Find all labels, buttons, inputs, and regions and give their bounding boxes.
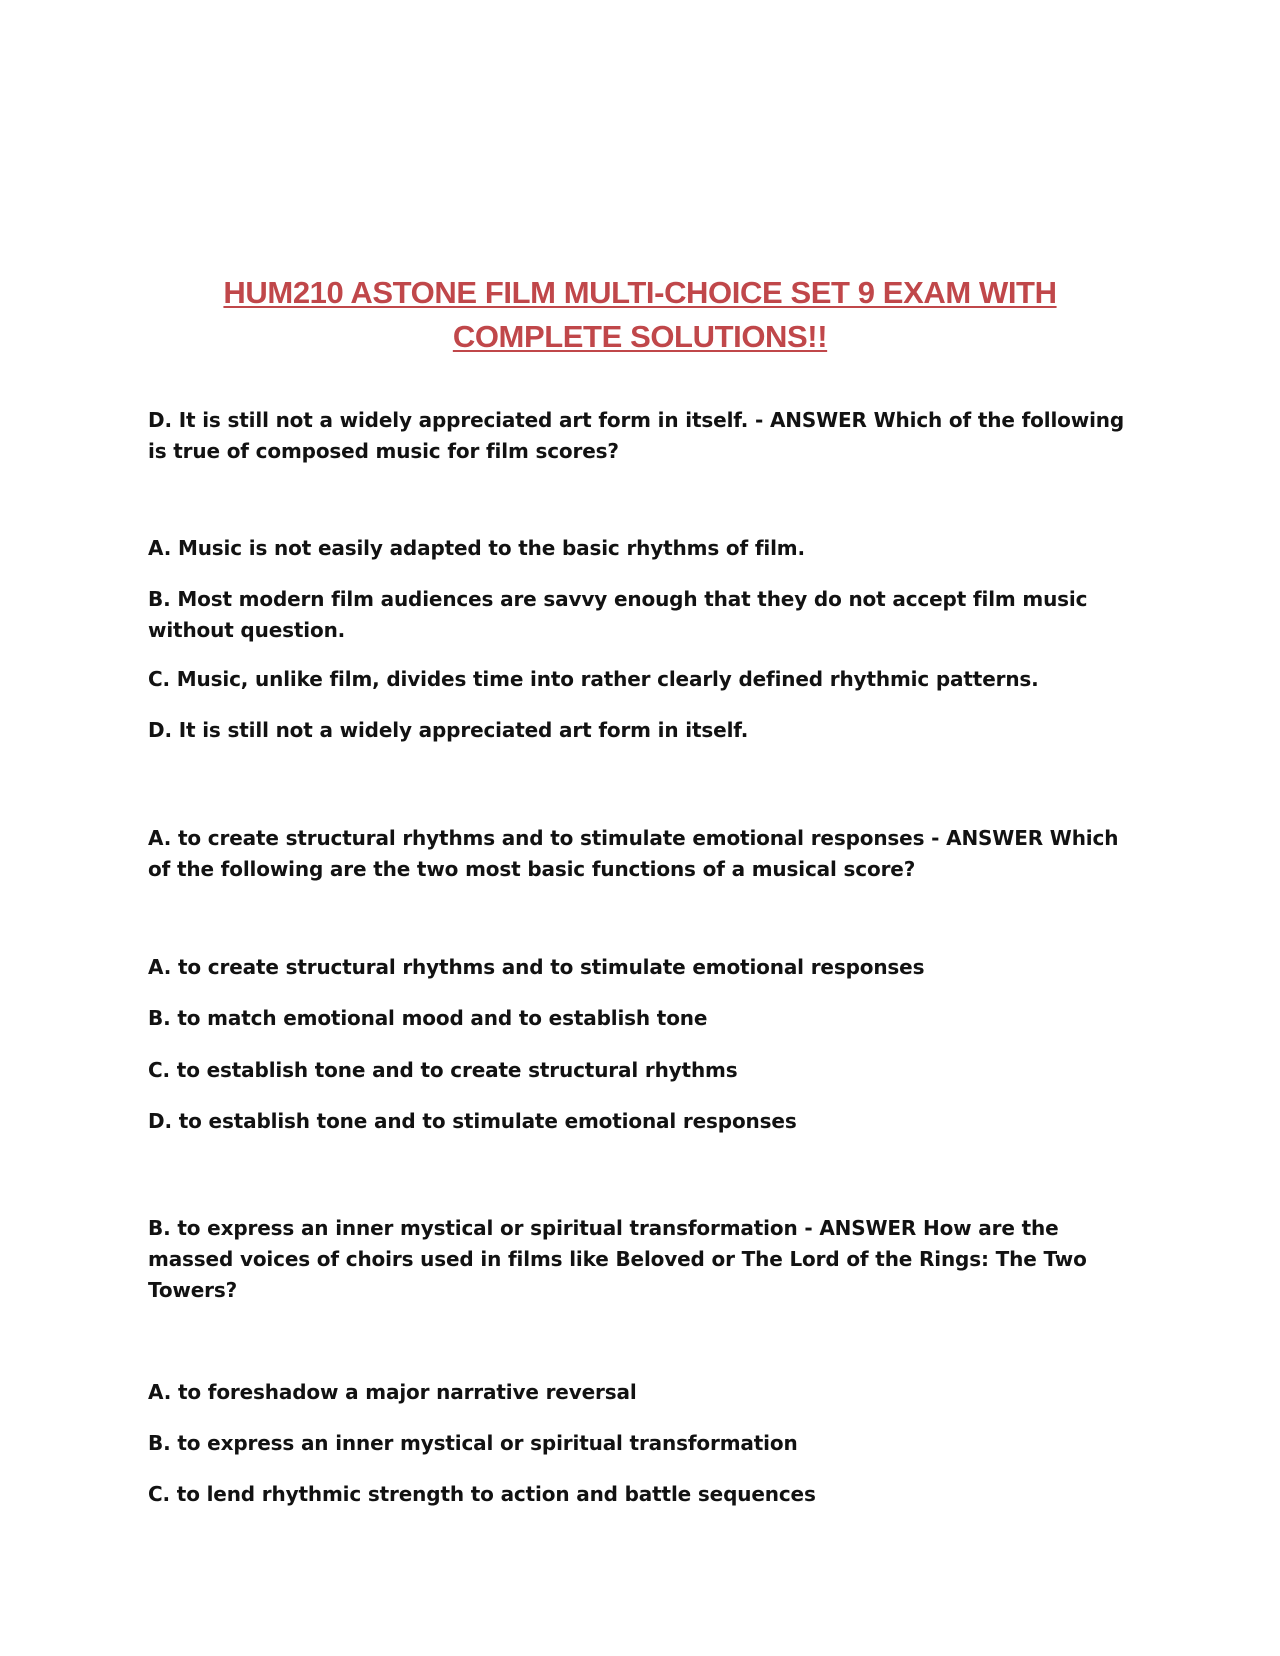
title-line-1: HUM210 ASTONE FILM MULTI-CHOICE SET 9 EXAM WITH [223, 274, 1057, 310]
answer-option: D. to establish tone and to stimulate emotional responses [148, 1109, 797, 1133]
question-prompt: B. to express an inner mystical or spiritual transformation - ANSWER How are the massed voices of choirs used in films like Beloved or The Lord of the Rings: The Two Towers? [148, 1216, 1087, 1302]
question-3-option-b [148, 1428, 1138, 1459]
question-prompt: D. It is still not a widely appreciated art form in itself. - ANSWER Which of the following is true of composed music for film scores? [148, 408, 1125, 463]
answer-option: A. to create structural rhythms and to stimulate emotional responses [148, 955, 925, 979]
question-2-option-b [148, 1003, 1138, 1034]
question-2-option-c [148, 1055, 1138, 1086]
question-2-option-a [148, 952, 1138, 983]
question-3-option-a [148, 1377, 1138, 1408]
question-2-prompt [148, 823, 1138, 885]
document-title [140, 271, 1140, 359]
answer-option: B. Most modern film audiences are savvy enough that they do not accept film music without question. [148, 587, 1088, 642]
question-3-option-c [148, 1479, 1138, 1510]
answer-option: C. to establish tone and to create structural rhythms [148, 1058, 738, 1082]
question-1-option-d [148, 715, 1138, 746]
answer-option: A. to foreshadow a major narrative reversal [148, 1380, 637, 1404]
question-1-option-b [148, 584, 1138, 646]
answer-option: B. to match emotional mood and to establish tone [148, 1006, 708, 1030]
answer-option: D. It is still not a widely appreciated art form in itself. [148, 718, 749, 742]
answer-option: A. Music is not easily adapted to the basic rhythms of film. [148, 536, 805, 560]
title-line-2: COMPLETE SOLUTIONS!! [452, 318, 828, 354]
question-1-option-a [148, 533, 1138, 564]
answer-option: C. to lend rhythmic strength to action and battle sequences [148, 1482, 816, 1506]
question-1-option-c [148, 664, 1138, 695]
question-prompt: A. to create structural rhythms and to stimulate emotional responses - ANSWER Which of the following are the two most basic functions of a musical score? [148, 826, 1119, 881]
question-2-option-d [148, 1106, 1138, 1137]
question-3-prompt [148, 1213, 1138, 1306]
question-1-prompt [148, 405, 1138, 467]
answer-option: B. to express an inner mystical or spiritual transformation [148, 1431, 798, 1455]
answer-option: C. Music, unlike film, divides time into rather clearly defined rhythmic patterns. [148, 667, 1039, 691]
